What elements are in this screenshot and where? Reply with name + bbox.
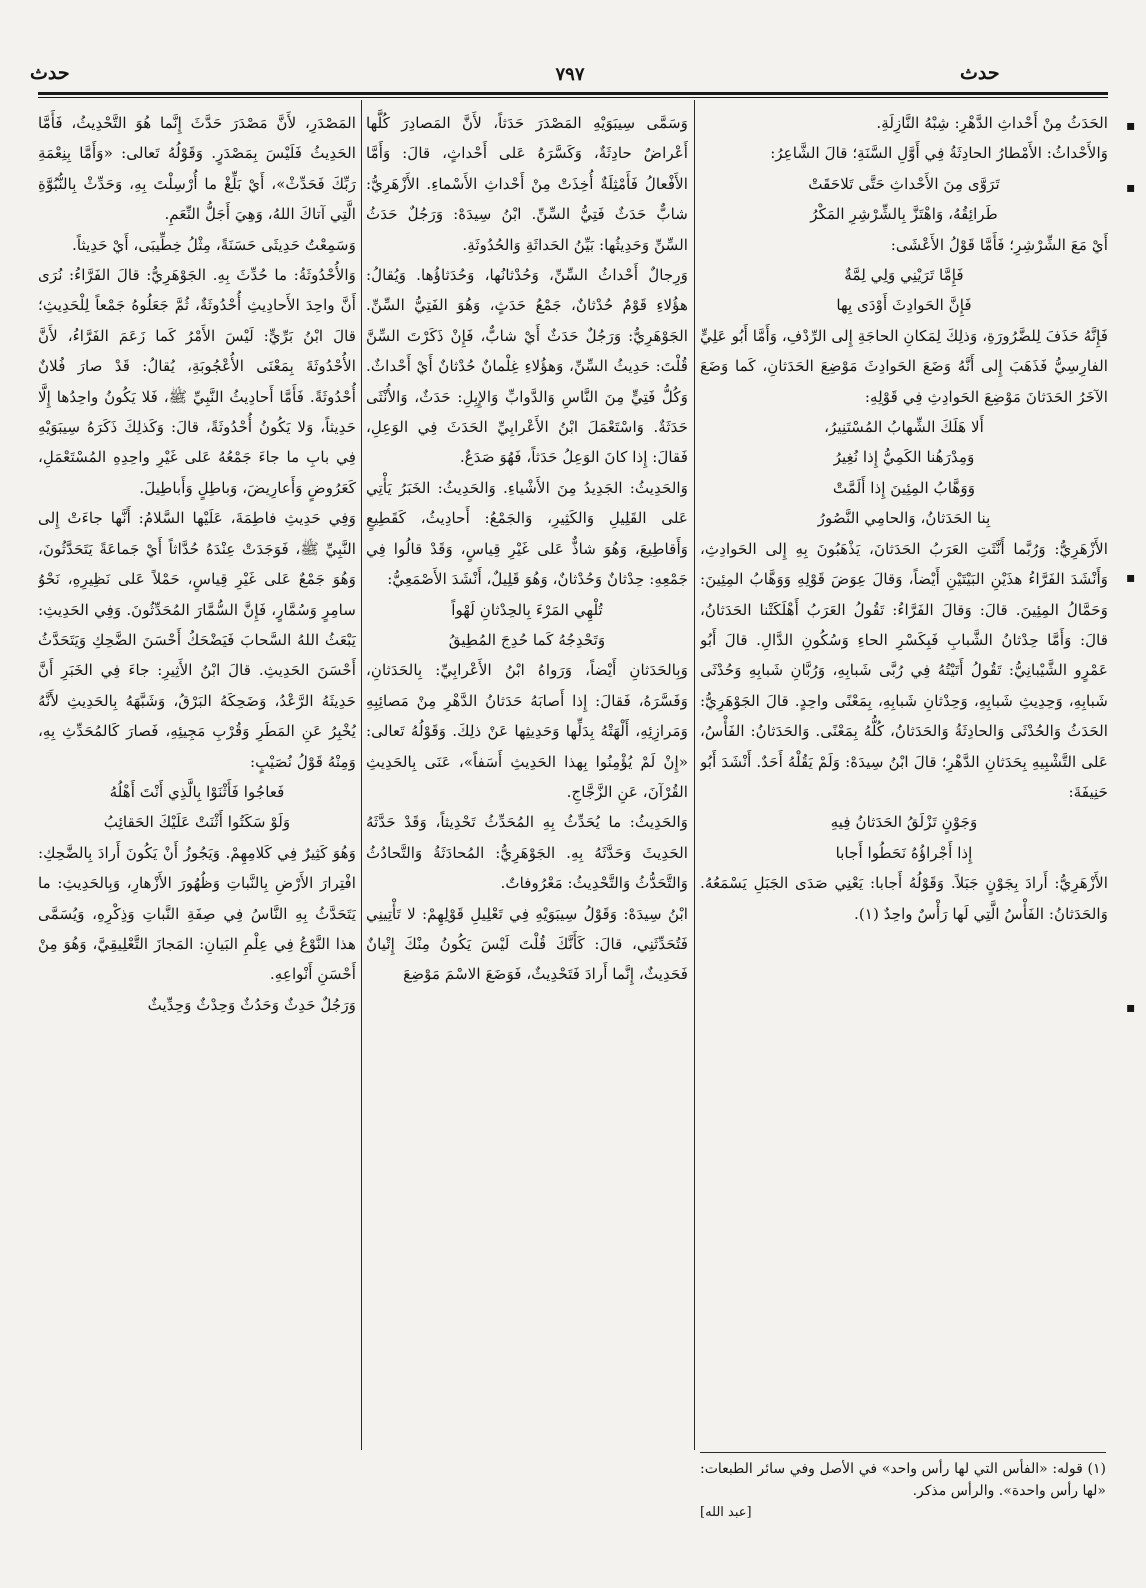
verse-line: طَرائِقُهُ، وَاهْتَزَّ بِالشِّرْشِرِ المَكْرُ [810,205,998,224]
paragraph: أَيْ مَعَ الشِّرْشِرِ؛ فَأَمَّا قَوْلُ الأَعْشَى: [890,235,1108,254]
column-divider [361,100,362,1450]
paragraph: وَالأَحْداثُ: الأَمْطارُ الحادِثَةُ فِي أَوَّلِ السَّنَةِ؛ قالَ الشَّاعِرُ: [770,144,1108,163]
paragraph: وَهُوَ كَثِيرٌ فِي كَلامِهِمْ. وَيَجُوزُ أَنْ يَكُونَ أَرادَ بِالضَّحِكِ: افْتِرارَ الأَرْضِ بِالنَّباتِ وَظُهُورَ الأَزْهارِ، وَبِالحَدِيثِ: ما يَتَحَدَّثُ بِهِ النَّاسُ فِي صِفَةِ النَّباتِ وَذِكْرِهِ، وَيُسَمَّى هذا النَّوْعُ فِي عِلْمِ البَيانِ: المَجازَ التَّعْلِيقِيَّ، وَهُوَ مِنْ أَحْسَنِ أَنْواعِهِ. [38,843,356,984]
paragraph: الحَدَثُ مِنْ أَحْداثِ الدَّهْرِ: شِبْهُ النَّازِلَةِ. [876,114,1108,132]
verse-line: وَوَهَّابُ المِئِينَ إِذا أَلَمَّتْ [832,478,976,497]
header-rule-thin [38,97,1108,98]
scan-speck-icon: ▪ [1126,118,1136,134]
paragraph: وَالحَدِيثُ: ما يُحَدِّثُ بِهِ المُحَدِّثُ تَحْدِيثاً، وَقَدْ حَدَّثَهُ الحَدِيثَ وَحَدَّثَهُ بِهِ. الجَوْهَرِيُّ: المُحادَثَةُ وَالتَّحادُثُ وَالتَّحَدُّثُ وَالتَّحْدِيثُ: مَعْرُوفاتٌ. [366,813,688,893]
verse-line: فَعاجُوا فَأَثْنَوْا بِالَّذِي أَنْتَ أَهْلُهُ [109,782,285,801]
paragraph: وَرَجُلٌ حَدِثٌ وَحَدُثٌ وَحِدْثٌ وَحِدِّيثٌ [147,995,356,1014]
scan-speck-icon: ▪ [1126,1000,1136,1016]
verse-line: وَتَحْدِجُهُ كَما حُدِجَ المُطِيقُ [448,630,606,649]
paragraph: وَالحَدِيثُ: الجَدِيدُ مِنَ الأَشْياءِ. وَالحَدِيثُ: الخَبَرُ يَأْتِي عَلى القَلِيلِ وَالكَثِيرِ، وَالجَمْعُ: أَحادِيثُ، كَقَطِيعٍ وَأَقاطِيعَ، وَهُوَ شاذٌّ عَلى غَيْرِ قِياسٍ، وَقَدْ قالُوا فِي جَمْعِهِ: حِدْثانٌ وَحُدْثانٌ، وَهُوَ قَلِيلٌ، أَنْشَدَ الأَصْمَعِيُّ: [366,478,688,589]
footnote [700,1458,1106,1524]
paragraph: وَفِي حَدِيثِ فاطِمَةَ، عَلَيْها السَّلامُ: أَنَّها جاءَتْ إِلى النَّبِيِّ ﷺ، فَوَجَدَتْ عِنْدَهُ حُدَّاثاً أَيْ جَماعَةً يَتَحَدَّثُونَ، وَهُوَ جَمْعٌ عَلى غَيْرِ قِياسٍ، حَمْلاً عَلى نَظِيرِهِ، نَحْوُ سامِرٍ وَسُمَّارٍ، فَإِنَّ السُّمَّارَ المُحَدِّثُونَ. وَفِي الحَدِيثِ: يَبْعَثُ اللهُ السَّحابَ فَيَضْحَكُ أَحْسَنَ الضَّحِكِ وَيَتَحَدَّثُ أَحْسَنَ الحَدِيثِ. قالَ ابْنُ الأَثِيرِ: جاءَ فِي الخَبَرِ أَنَّ حَدِيثَهُ الرَّعْدُ، وَضَحِكَهُ البَرْقُ، وَشَبَّهَهُ بِالحَدِيثِ لأَنَّهُ يُخْبِرُ عَنِ المَطَرِ وَقُرْبِ مَجِيئِهِ، فَصارَ كَالمُحَدِّثِ بِهِ، وَمِنْهُ قَوْلُ نُصَيْبٍ: [38,509,356,771]
header-root-word-left: حدث [30,62,70,84]
footnote-rule [700,1452,1106,1453]
verse-line: تَرَوَّى مِنَ الأَحْداثِ حَتَّى تَلاحَقَتْ [808,174,1000,193]
footnote-text: (١) قوله: «الفأس التي لها رأس واحد» في الأصل وفي سائر الطبعات: «لها رأس واحدة». والرأس مذكر. [700,1461,1106,1499]
verse-line: فَإِمَّا تَرَيْنِي وَلِي لِمَّةٌ [844,266,964,285]
paragraph: وَالأُحْدُوثَةُ: ما حُدِّثَ بِهِ. الجَوْهَرِيُّ: قالَ الفَرَّاءُ: نُرَى أَنَّ واحِدَ الأَحادِيثِ أُحْدُوثَةٌ، ثُمَّ جَعَلُوهُ جَمْعاً لِلْحَدِيثِ؛ قالَ ابْنُ بَرِّيٍّ: لَيْسَ الأَمْرُ كَما زَعَمَ الفَرَّاءُ، لأَنَّ الأُحْدُوثَةَ بِمَعْنَى الأُعْجُوبَةِ، يُقالُ: قَدْ صارَ فُلانٌ أُحْدُوثَةً. فَأَمَّا أَحادِيثُ النَّبِيِّ ﷺ، فَلا يَكُونُ واحِدُها إِلَّا حَدِيثاً، وَلا يَكُونُ أُحْدُوثَةً، قالَ: وَكَذلِكَ ذَكَرَهُ سِيبَوَيْهِ فِي بابِ ما جاءَ جَمْعُهُ عَلى غَيْرِ واحِدِهِ المُسْتَعْمَلِ، كَعَرُوضٍ وَأَعارِيضَ، وَباطِلٍ وَأَباطِيلَ. [38,266,356,497]
page-number: ٧٩٧ [555,64,585,85]
verse-line: فَإِنَّ الحَوادِثَ أَوْدَى بِها [836,296,972,315]
text-column-middle [366,108,688,1448]
header-rule [38,92,1108,95]
verse-line: بِنا الحَدَثانُ، وَالحامِي النَّصُورُ [817,509,991,528]
header-root-word-right: حدث [960,62,1000,84]
verse-line: وَلَوْ سَكَتُوا أَثْنَتْ عَلَيْكَ الحَقائِبُ [103,813,291,832]
paragraph: وَسَمِعْتُ حَدِيثَى حَسَنَةً، مِثْلُ خِطِّيبَى، أَيْ حَدِيثاً. [72,235,356,254]
paragraph: المَصْدَرِ، لأَنَّ مَصْدَرَ حَدَّثَ إِنَّما هُوَ التَّحْدِيثُ، فَأَمَّا الحَدِيثُ فَلَيْسَ بِمَصْدَرٍ. وَقَوْلُهُ تَعالى: «وَأَمَّا بِنِعْمَةِ رَبِّكَ فَحَدِّثْ»، أَيْ بَلِّغْ ما أُرْسِلْتَ بِهِ، وَحَدِّثْ بِالنُّبُوَّةِ الَّتِي آتاكَ اللهُ، وَهِيَ أَجَلُّ النِّعَمِ. [38,114,356,224]
column-divider [694,100,695,1450]
paragraph: فَإِنَّهُ حَذَفَ لِلضَّرُورَةِ، وَذلِكَ لِمَكانِ الحاجَةِ إِلى الرِّدْفِ، وَأَمَّا أَبُو عَلِيٍّ الفارِسِيُّ فَذَهَبَ إِلى أَنَّهُ وَضَعَ الحَوادِثَ مَوْضِعَ الحَدَثانِ، كَما وَضَعَ الآخَرُ الحَدَثانَ مَوْضِعَ الحَوادِثِ فِي قَوْلِهِ: [700,326,1108,406]
paragraph: ابْنُ سِيدَهْ: وَقَوْلُ سِيبَوَيْهِ فِي تَعْلِيلِ قَوْلِهِمْ: لا تَأْتِينِي فَتُحَدِّثَنِي، قالَ: كَأَنَّكَ قُلْتَ لَيْسَ يَكُونُ مِنْكَ إِتْيانٌ فَحَدِيثٌ، إِنَّما أَرادَ فَتَحْدِيثٌ، فَوَضَعَ الاسْمَ مَوْضِعَ [366,904,688,984]
verse-line: إِذا أَجْراؤُهُ نَحَطُوا أَجابا [835,843,973,862]
paragraph: وَسَمَّى سِيبَوَيْهِ المَصْدَرَ حَدَثاً، لأَنَّ المَصادِرَ كُلَّها أَعْراضٌ حادِثَةٌ، وَكَسَّرَهُ عَلى أَحْداثٍ، قالَ: وَأَمَّا الأَفْعالُ فَأَمْثِلَةٌ أُخِذَتْ مِنْ أَحْداثِ الأَسْماءِ. الأَزْهَرِيُّ: شابٌّ حَدَثٌ فَتِيُّ السِّنِّ. ابْنُ سِيدَهْ: وَرَجُلٌ حَدَثُ السِّنِّ وَحَدِيثُها: بَيِّنُ الحَداثَةِ وَالحُدُوثَةِ. [366,114,688,254]
text-column-left [38,108,356,1448]
paragraph: وَرِجالٌ أَحْداثُ السِّنِّ، وَحُدْثانُها، وَحُدَثاؤُها. وَيُقالُ: هؤُلاءِ قَوْمٌ حُدْثانٌ، جَمْعُ حَدَثٍ، وَهُوَ الفَتِيُّ السِّنِّ. الجَوْهَرِيُّ: وَرَجُلٌ حَدَثٌ أَيْ شابٌّ، فَإِنْ ذَكَرْتَ السِّنَّ قُلْتَ: حَدِيثُ السِّنِّ، وَهؤُلاءِ غِلْمانٌ حُدْثانٌ أَيْ أَحْداثٌ. وَكُلُّ فَتِيٍّ مِنَ النَّاسِ وَالدَّوابِّ وَالإِبِلِ: حَدَثٌ، وَالأُنْثَى حَدَثَةٌ. وَاسْتَعْمَلَ ابْنُ الأَعْرابِيِّ الحَدَثَ فِي الوَعِلِ، فَقالَ: إِذا كانَ الوَعِلُ حَدَثاً، فَهُوَ صَدَعٌ. [366,266,688,467]
paragraph: الأَزْهَرِيُّ: أَرادَ بِجَوْنٍ جَبَلاً. وَقَوْلُهُ أَجابا: يَعْنِي صَدَى الجَبَلِ يَسْمَعُهُ. وَالحَدَثانُ: الفَأْسُ الَّتِي لَها رَأْسٌ واحِدٌ (١). [700,874,1108,923]
footnote-signature: [عبد الله] [700,1505,752,1520]
verse-line: وَمِدْرَهُنا الكَمِيُّ إِذا نُغِيرُ [833,448,975,467]
paragraph: وَبِالحَدَثانِ أَيْضاً، وَرَواهُ ابْنُ الأَعْرابِيِّ: بِالحَدَثانِ، وَفَسَّرَهُ، فَقالَ: إِذا أَصابَهُ حَدَثانُ الدَّهْرِ مِنْ مَصائِبِهِ وَمَرازِئِهِ، أَلْهَتْهُ بِدَلِّها وَحَدِيثِها عَنْ ذلِكَ. وَقَوْلُهُ تَعالى: «إِنْ لَمْ يُؤْمِنُوا بِهذا الحَدِيثِ أَسَفاً»، عَنَى بِالحَدِيثِ القُرْآنَ، عَنِ الزَّجَّاجِ. [366,661,688,801]
scan-speck-icon: ▪ [1126,570,1136,586]
verse-line: أَلا هَلَكَ الشِّهابُ المُسْتَنِيرُ، [824,418,984,437]
verse-line: تُلْهِي المَرْءَ بِالحِدْثانِ لَهْواً [451,600,603,619]
paragraph: الأَزْهَرِيُّ: وَرُبَّما أَنَّثَتِ العَرَبُ الحَدَثانَ، يَذْهَبُونَ بِهِ إِلى الحَوادِثِ، وَأَنْشَدَ الفَرَّاءُ هذَيْنِ البَيْتَيْنِ أَيْضاً، وَقالَ عِوَضَ قَوْلِهِ وَوَهَّابُ المِئِينَ: وَحَمَّالُ المِئِينَ. قالَ: وَقالَ الفَرَّاءُ: تَقُولُ العَرَبُ أَهْلَكَتْنا الحَدَثانُ، قالَ: وَأَمَّا حِدْثانُ الشَّبابِ فَبِكَسْرِ الحاءِ وَسُكُونِ الدَّالِ. قالَ أَبُو عَمْرٍو الشَّيْبانِيُّ: تَقُولُ أَتَيْتُهُ فِي رُبَّى شَبابِهِ، وَرُبَّانِ شَبابِهِ وَحُدْثَى شَبابِهِ، وَحِدِيثِ شَبابِهِ، وَحِدْثانِ شَبابِهِ، بِمَعْنًى واحِدٍ. قالَ الجَوْهَرِيُّ: الحَدَثُ وَالحُدْثَى وَالحادِثَةُ وَالحَدَثانُ، كُلُّهُ بِمَعْنًى. وَالحَدَثانُ: الفَأْسُ، عَلى التَّشْبِيهِ بِحَدَثانِ الدَّهْرِ؛ قالَ ابْنُ سِيدَهْ: وَلَمْ يَقُلْهُ أَحَدٌ. أَنْشَدَ أَبُو حَنِيفَةَ: [700,539,1108,801]
scan-speck-icon: ▪ [1126,180,1136,196]
text-column-right [700,108,1108,1448]
verse-line: وَجَوْنٍ تَزْلَقُ الحَدَثانُ فِيهِ [830,813,978,832]
